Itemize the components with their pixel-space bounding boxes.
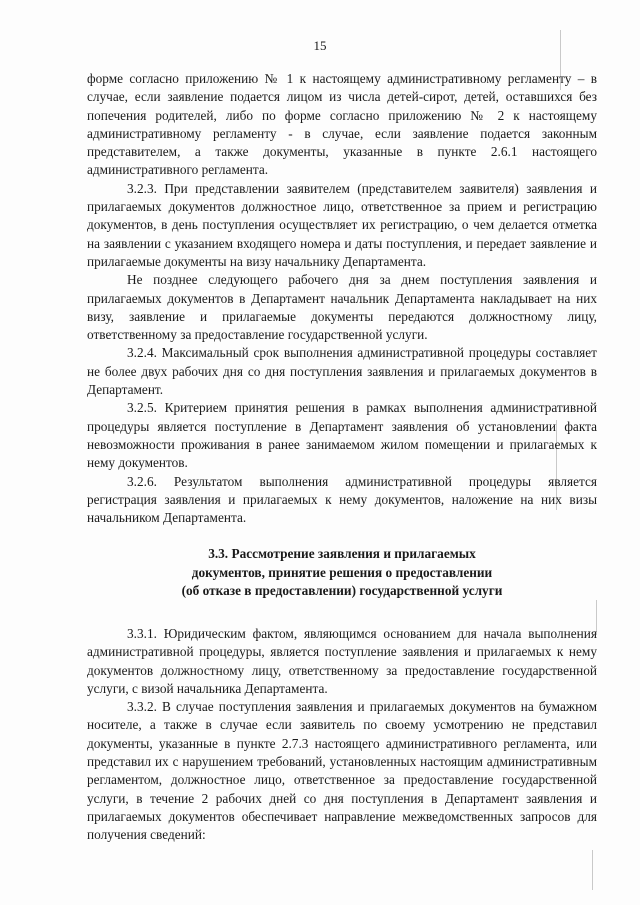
paragraph-3-3-2: 3.3.2. В случае поступления заявления и прилагаемых документов на бумажном носителе, а также в случае если заявитель по своему усмотрению не представил документы, указанные в пункте 2.7.3 настоящего административного регламента, или представил их с нарушением требований, установленных настоящим административным регламентом, должностное лицо, ответственное за предоставление государственной услуги, в течение 2 рабочих дней со дня поступления в Департамент заявления и прилагаемых документов обеспечивает направление межведомственных запросов для получения сведений: bbox=[87, 699, 597, 843]
paragraph-3-2-4: 3.2.4. Максимальный срок выполнения административной процедуры составляет не более двух рабочих дня со дня поступления заявления и прилагаемых документов в Департамент. bbox=[87, 345, 597, 398]
scan-artifact-line bbox=[592, 850, 593, 890]
section-heading-line: документов, принятие решения о предоставлении bbox=[191, 564, 493, 580]
section-heading-line: 3.3. Рассмотрение заявления и прилагаемых bbox=[208, 546, 476, 562]
paragraph-3-3-1: 3.3.1. Юридическим фактом, являющимся основанием для начала выполнения административной процедуры, является поступление заявления и прилагаемых к нему документов должностному лицу, ответственному за предоставление государственной услуги, с визой начальника Департамента. bbox=[87, 625, 597, 696]
section-heading-3-3 bbox=[87, 545, 597, 601]
paragraph-3-2-3: 3.2.3. При представлении заявителем (представителем заявителя) заявления и прилагаемых документов должностное лицо, ответственное за прием и регистрацию документов, в день поступления осуществляет их регистрацию, о чем делается отметка на заявлении с указанием входящего номера и даты поступления, и передает заявление и прилагаемые документы на визу начальнику Департамента. bbox=[87, 180, 597, 269]
paragraph-3-2-5: 3.2.5. Критерием принятия решения в рамках выполнения административной процедуры является поступление в Департамент заявления об установлении факта невозможности проживания в ранее занимаемом жилом помещении и прилагаемых к нему документов. bbox=[87, 400, 597, 471]
paragraph-continuation: форме согласно приложению № 1 к настоящему административному регламенту – в случае, если заявление подается лицом из числа детей-сирот, детей, оставшихся без попечения родителей, либо по форме согласно приложению № 2 к настоящему административному регламенту - в случае, если заявление подается законным представителем, а также документы, указанные в пункте 2.6.1 настоящего административного регламента. bbox=[87, 71, 597, 178]
document-body bbox=[87, 70, 597, 844]
paragraph-3-2-6: 3.2.6. Результатом выполнения административной процедуры является регистрация заявления и прилагаемых к нему документов, наложение на них визы начальником Департамента. bbox=[87, 473, 597, 526]
page-number: 15 bbox=[313, 38, 327, 53]
section-heading-line: (об отказе в предоставлении) государственной услуги bbox=[181, 583, 503, 599]
paragraph-visa: Не позднее следующего рабочего дня за днем поступления заявления и прилагаемых документов в Департамент начальник Департамента накладывает на них визу, заявление и прилагаемые документы передаются должностному лицу, ответственному за предоставление государственной услуги. bbox=[87, 272, 597, 343]
